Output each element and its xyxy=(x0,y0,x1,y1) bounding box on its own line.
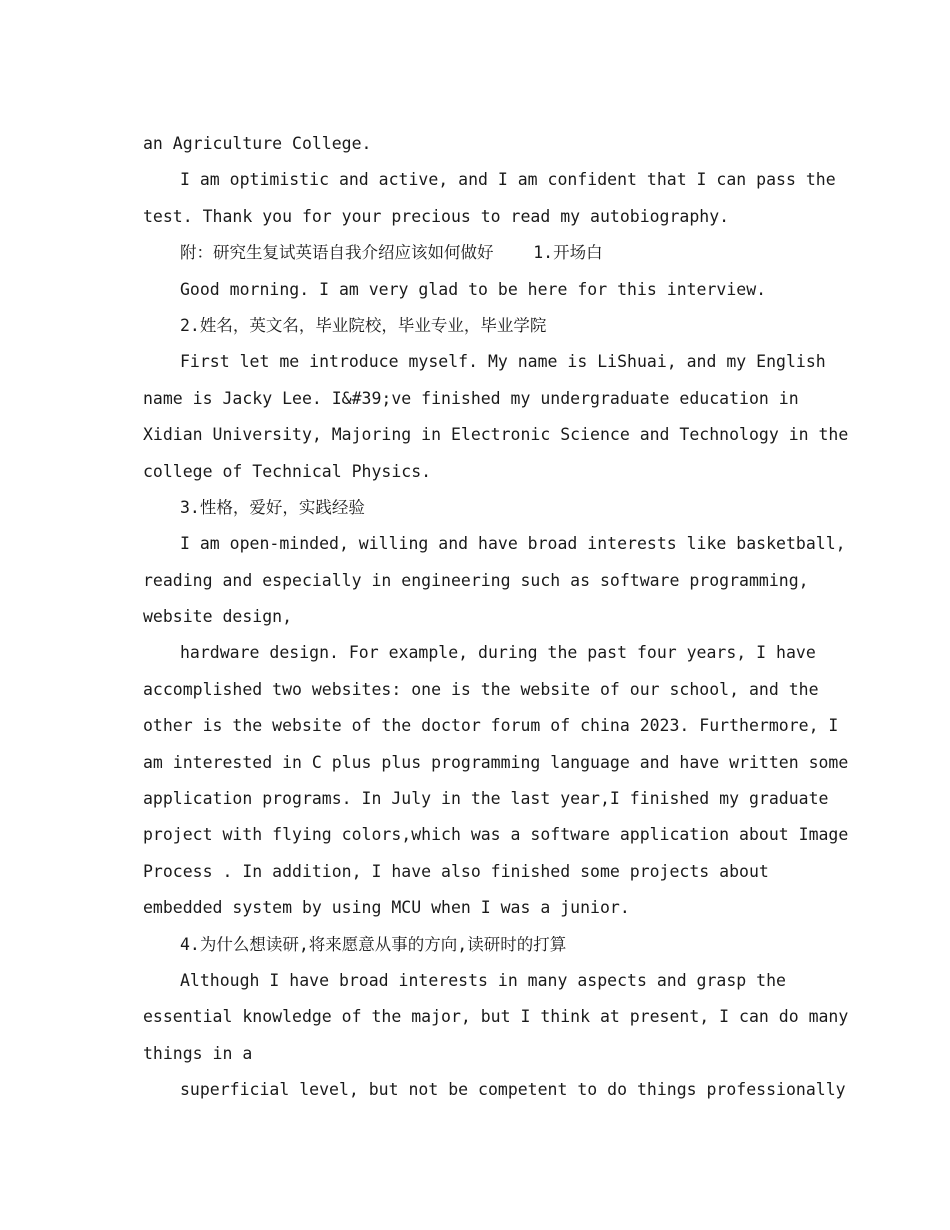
text-line: things in a xyxy=(143,1043,253,1063)
text-line: website design, xyxy=(143,607,293,627)
text-line: First let me introduce myself. My name is LiShuai, and my English xyxy=(180,352,826,372)
text-line: Process . In addition, I have also finished some projects about xyxy=(143,861,769,881)
text-line: embedded system by using MCU when I was a junior. xyxy=(143,898,630,918)
section-heading: 2.姓名，英文名，毕业院校，毕业专业，毕业学院 xyxy=(180,315,547,335)
text-line: hardware design. For example, during the past four years, I have xyxy=(180,643,816,663)
section-heading: 3.性格，爱好，实践经验 xyxy=(180,497,365,517)
text-line: Good morning. I am very glad to be here for this interview. xyxy=(180,279,767,299)
appendix-heading: 附：研究生复试英语自我介绍应该如何做好 1.开场白 xyxy=(180,243,603,263)
text-line: superficial level, but not be competent to do things professionally xyxy=(180,1080,846,1100)
text-line: test. Thank you for your precious to read my autobiography. xyxy=(143,206,730,226)
text-line: project with flying colors,which was a software application about Image xyxy=(143,825,849,845)
text-line: Although I have broad interests in many aspects and grasp the xyxy=(180,970,786,990)
text-line: reading and especially in engineering such as software programming, xyxy=(143,570,809,590)
text-line: accomplished two websites: one is the website of our school, and the xyxy=(143,679,819,699)
text-line: essential knowledge of the major, but I think at present, I can do many xyxy=(143,1007,849,1027)
text-line: an Agriculture College. xyxy=(143,134,372,153)
text-line: am interested in C plus plus programming language and have written some xyxy=(143,752,849,772)
text-line: Xidian University, Majoring in Electronic Science and Technology in the xyxy=(143,425,849,445)
text-line: I am open-minded, willing and have broad interests like basketball, xyxy=(180,534,846,554)
text-line: college of Technical Physics. xyxy=(143,461,432,481)
text-line: I am optimistic and active, and I am confident that I can pass the xyxy=(180,170,836,190)
text-line: other is the website of the doctor forum of china 2023. Furthermore, I xyxy=(143,716,839,736)
text-line: application programs. In July in the last year,I finished my graduate xyxy=(143,789,829,809)
text-line: name is Jacky Lee. I&#39;ve finished my undergraduate education in xyxy=(143,388,799,408)
document-body xyxy=(143,126,849,1109)
section-heading: 4.为什么想读研,将来愿意从事的方向,读研时的打算 xyxy=(180,934,567,954)
